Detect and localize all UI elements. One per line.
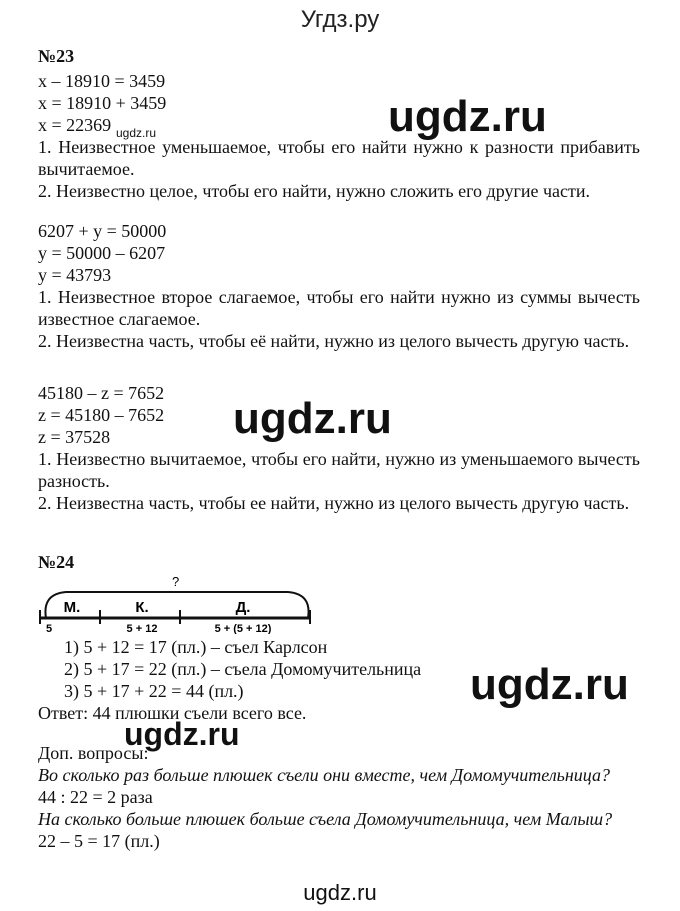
eq1-note-2: 2. Неизвестно целое, чтобы его найти, нужно сложить его другие части. [38, 181, 590, 201]
eq1-line-3: x = 22369 [38, 115, 112, 135]
site-title: Угдз.ру [300, 6, 380, 33]
diagram-label-m: М. [63, 599, 81, 616]
eq2-line-3: y = 43793 [38, 265, 112, 285]
task-23-number: №23 [38, 46, 75, 66]
task-24-number: №24 [38, 552, 75, 572]
eq1-line-1: x – 18910 = 3459 [38, 71, 166, 91]
diagram-label-k: К. [135, 599, 149, 616]
diagram-question: ? [172, 574, 180, 589]
watermark-large: ugdz.ru [470, 660, 629, 709]
step-3: 3) 5 + 17 + 22 = 44 (пл.) [64, 681, 244, 701]
watermark-medium: ugdz.ru [124, 716, 240, 752]
diagram-label-d: Д. [235, 599, 251, 616]
eq2-note-1: 1. Неизвестное второе слагаемое, чтобы его найти нужно из суммы вычесть известное слагаемое. [38, 287, 640, 329]
segment-diagram [38, 572, 328, 634]
step-1: 1) 5 + 12 = 17 (пл.) – съел Карлсон [64, 637, 328, 657]
diagram-value-m: 5 [46, 623, 53, 634]
extra-question-1: Во сколько раз больше плюшек съели они вместе, чем Домомучительница? [38, 765, 611, 785]
extra-answer-2: 22 – 5 = 17 (пл.) [38, 831, 160, 851]
answer: Ответ: 44 плюшки съели всего все. [38, 703, 307, 723]
eq3-note-1: 1. Неизвестно вычитаемое, чтобы его найти, нужно из уменьшаемого вычесть разность. [38, 449, 640, 491]
extra-answer-1: 44 : 22 = 2 раза [38, 787, 153, 807]
watermark-large: ugdz.ru [388, 92, 547, 141]
eq3-line-1: 45180 – z = 7652 [38, 383, 165, 403]
eq1-note-1: 1. Неизвестное уменьшаемое, чтобы его найти нужно к разности прибавить вычитаемое. [38, 137, 640, 179]
eq1-line-2: x = 18910 + 3459 [38, 93, 167, 113]
watermark-small: ugdz.ru [116, 126, 157, 140]
eq2-line-1: 6207 + y = 50000 [38, 221, 167, 241]
watermark-large: ugdz.ru [233, 394, 392, 443]
eq3-note-2: 2. Неизвестна часть, чтобы ее найти, нужно из целого вычесть другую часть. [38, 493, 630, 513]
eq3-line-3: z = 37528 [38, 427, 111, 447]
extra-questions-heading: Доп. вопросы: [38, 743, 149, 763]
extra-question-2: На сколько больше плюшек больше съела Домомучительница, чем Малыш? [38, 809, 613, 829]
eq3-line-2: z = 45180 – 7652 [38, 405, 165, 425]
eq2-note-2: 2. Неизвестна часть, чтобы её найти, нужно из целого вычесть другую часть. [38, 331, 630, 351]
eq2-line-2: y = 50000 – 6207 [38, 243, 166, 263]
diagram-value-k: 5 + 12 [126, 623, 158, 634]
diagram-brace [45, 592, 308, 618]
footer-watermark: ugdz.ru [303, 880, 377, 905]
diagram-value-d: 5 + (5 + 12) [214, 623, 272, 634]
step-2: 2) 5 + 17 = 22 (пл.) – съела Домомучительница [64, 659, 422, 679]
